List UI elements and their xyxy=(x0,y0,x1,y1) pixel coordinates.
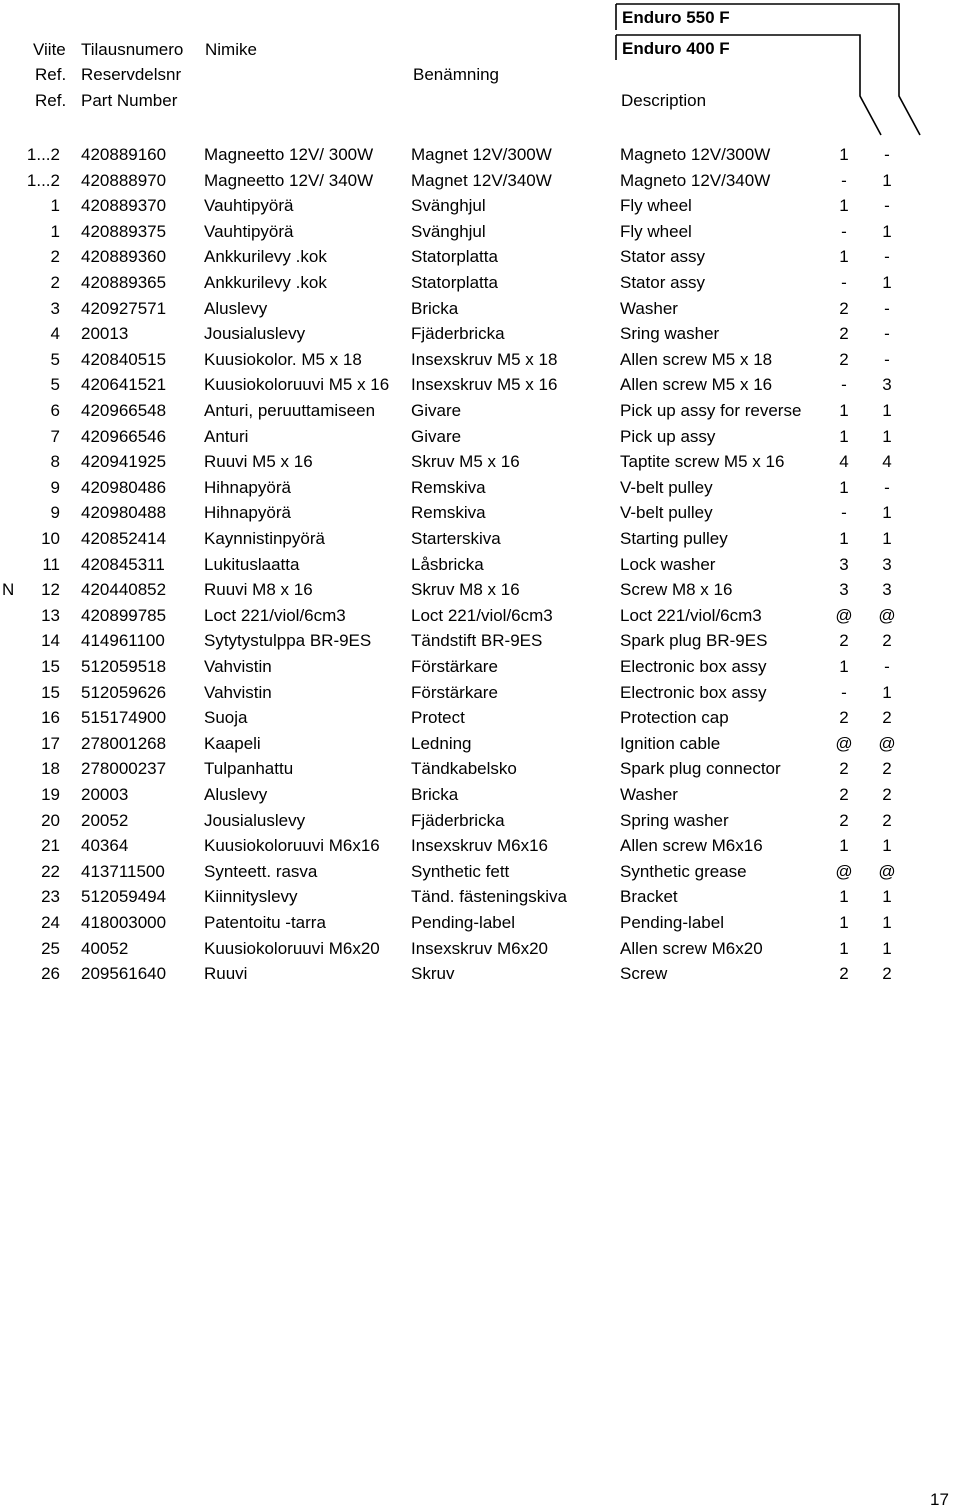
ref-number: 19 xyxy=(41,785,60,804)
qty-model-2: 1 xyxy=(882,426,892,446)
name-swedish: Skruv xyxy=(411,964,455,984)
header-ref-sv: Ref. xyxy=(35,65,67,84)
ref-number: 10 xyxy=(41,529,60,548)
part-number: 20052 xyxy=(81,810,129,830)
table-row xyxy=(0,939,960,965)
description-english: Magneto 12V/300W xyxy=(620,145,771,164)
description-english: Washer xyxy=(620,298,678,318)
qty-model-1: 1 xyxy=(839,196,849,216)
name-swedish: Synthetic fett xyxy=(411,861,510,881)
table-row xyxy=(0,478,960,504)
description-english: V-belt pulley xyxy=(620,477,713,497)
description-english: Screw M8 x 16 xyxy=(620,580,733,600)
table-row xyxy=(0,247,960,273)
part-number: 420927571 xyxy=(81,298,167,318)
name-finnish: Aluslevy xyxy=(204,298,268,318)
table-row xyxy=(0,427,960,453)
qty-model-1: 1 xyxy=(839,913,849,932)
ref-number: 5 xyxy=(50,375,60,395)
part-number: 420889360 xyxy=(81,247,167,267)
name-swedish: Tändstift BR-9ES xyxy=(411,631,543,651)
description-english: Stator assy xyxy=(620,273,706,292)
ref-number: 8 xyxy=(50,452,60,472)
description-english: Spark plug connector xyxy=(620,759,781,779)
header-ref-fi: Viite xyxy=(33,40,66,59)
ref-number: 9 xyxy=(50,477,60,497)
name-finnish: Vauhtipyörä xyxy=(204,221,294,241)
part-number: 420852414 xyxy=(81,529,167,548)
part-number: 20013 xyxy=(81,324,129,344)
model-1-label: Enduro 550 F xyxy=(622,8,730,27)
table-row xyxy=(0,862,960,888)
name-finnish: Jousialuslevy xyxy=(204,810,306,830)
description-english: Pick up assy xyxy=(620,426,716,446)
header-part-sv: Reservdelsnr xyxy=(81,65,182,84)
qty-model-2: 1 xyxy=(882,170,892,190)
ref-number: 15 xyxy=(41,682,60,702)
qty-model-2: - xyxy=(884,349,890,369)
part-number: 414961100 xyxy=(81,631,165,651)
part-number: 20003 xyxy=(81,785,129,804)
name-finnish: Anturi xyxy=(204,426,249,446)
header-name-sv: Benämning xyxy=(413,65,500,84)
qty-model-1: 1 xyxy=(839,477,849,497)
name-finnish: Hihnapyörä xyxy=(204,503,291,523)
qty-model-2: 1 xyxy=(882,221,892,241)
description-english: Fly wheel xyxy=(620,221,692,241)
name-finnish: Kuusiokolor. M5 x 18 xyxy=(204,349,362,369)
part-number: 418003000 xyxy=(81,913,167,932)
qty-model-1: - xyxy=(841,375,847,395)
ref-number: 26 xyxy=(41,964,60,984)
table-row xyxy=(0,503,960,529)
part-number: 420889375 xyxy=(81,221,167,241)
qty-model-1: 2 xyxy=(839,324,849,344)
description-english: Sring washer xyxy=(620,324,720,344)
qty-model-2: 3 xyxy=(882,554,892,574)
name-swedish: Givare xyxy=(411,401,462,420)
name-swedish: Ledning xyxy=(411,733,472,753)
description-english: Loct 221/viol/6cm3 xyxy=(620,605,762,625)
description-english: Pending-label xyxy=(620,913,724,932)
table-row xyxy=(0,734,960,760)
table-row xyxy=(0,324,960,350)
qty-model-1: 2 xyxy=(839,631,849,651)
qty-model-2: - xyxy=(884,324,890,344)
name-finnish: Kuusiokoloruuvi M5 x 16 xyxy=(204,375,390,395)
part-number: 278001268 xyxy=(81,733,167,753)
part-number: 420889160 xyxy=(81,145,167,164)
qty-model-2: 2 xyxy=(882,810,892,830)
name-finnish: Kaynnistinpyörä xyxy=(204,529,325,548)
qty-model-2: 1 xyxy=(882,913,892,932)
qty-model-2: - xyxy=(884,247,890,267)
description-english: Bracket xyxy=(620,887,678,907)
description-english: Synthetic grease xyxy=(620,861,747,881)
ref-number: 5 xyxy=(50,349,60,369)
ref-number: 3 xyxy=(50,298,60,318)
model-2-label: Enduro 400 F xyxy=(622,39,730,58)
ref-number: 12 xyxy=(41,580,60,600)
qty-model-1: - xyxy=(841,503,847,523)
part-number: 420641521 xyxy=(81,375,167,395)
name-swedish: Protect xyxy=(411,708,465,728)
part-number: 420440852 xyxy=(81,580,167,600)
qty-model-2: - xyxy=(884,196,890,216)
description-english: Electronic box assy xyxy=(620,657,767,676)
part-number: 420888970 xyxy=(81,170,167,190)
ref-number: 16 xyxy=(41,708,60,728)
part-number: 420889365 xyxy=(81,273,167,292)
header-name-en: Description xyxy=(621,91,707,110)
ref-number: 15 xyxy=(41,657,60,676)
table-row xyxy=(0,606,960,632)
ref-number: 22 xyxy=(41,861,60,881)
qty-model-2: 3 xyxy=(882,580,892,600)
qty-model-1: 1 xyxy=(839,657,849,676)
name-finnish: Kaapeli xyxy=(204,733,261,753)
ref-number: 2 xyxy=(50,247,60,267)
name-finnish: Hihnapyörä xyxy=(204,477,291,497)
name-swedish: Magnet 12V/340W xyxy=(411,170,552,190)
qty-model-2: 1 xyxy=(882,836,892,856)
new-part-mark: N xyxy=(2,580,15,600)
description-english: Allen screw M5 x 16 xyxy=(620,375,773,395)
ref-number: 1 xyxy=(50,221,60,241)
table-row xyxy=(0,811,960,837)
qty-model-1: 1 xyxy=(839,247,849,267)
part-number: 209561640 xyxy=(81,964,167,984)
name-finnish: Ankkurilevy .kok xyxy=(204,247,327,267)
description-english: Pick up assy for reverse xyxy=(620,401,802,420)
name-finnish: Ankkurilevy .kok xyxy=(204,273,327,292)
qty-model-1: 4 xyxy=(839,452,849,472)
header-part-en: Part Number xyxy=(81,91,178,110)
part-number: 420966546 xyxy=(81,426,167,446)
ref-number: 2 xyxy=(50,273,60,292)
name-finnish: Vauhtipyörä xyxy=(204,196,294,216)
name-swedish: Statorplatta xyxy=(411,247,498,267)
name-finnish: Vahvistin xyxy=(204,682,272,702)
ref-number: 23 xyxy=(41,887,60,907)
part-number: 420845311 xyxy=(81,554,165,574)
header-ref-en: Ref. xyxy=(35,91,67,110)
name-finnish: Ruuvi M5 x 16 xyxy=(204,452,313,472)
name-swedish: Bricka xyxy=(411,298,459,318)
table-row xyxy=(0,708,960,734)
qty-model-1: 3 xyxy=(839,554,849,574)
name-swedish: Skruv M5 x 16 xyxy=(411,452,520,472)
description-english: Screw xyxy=(620,964,668,984)
ref-number: 4 xyxy=(50,324,60,344)
qty-model-2: 2 xyxy=(882,785,892,804)
description-english: Spark plug BR-9ES xyxy=(620,631,768,651)
qty-model-1: 1 xyxy=(839,938,849,958)
qty-model-2: 1 xyxy=(882,401,892,420)
qty-model-1: @ xyxy=(835,733,853,753)
part-number: 512059494 xyxy=(81,887,167,907)
qty-model-2: - xyxy=(884,298,890,318)
qty-model-1: - xyxy=(841,170,847,190)
qty-model-1: - xyxy=(841,221,847,241)
ref-number: 13 xyxy=(41,605,60,625)
table-row xyxy=(0,759,960,785)
qty-model-1: 2 xyxy=(839,349,849,369)
description-english: Allen screw M5 x 18 xyxy=(620,349,773,369)
description-english: Washer xyxy=(620,785,678,804)
qty-model-2: 1 xyxy=(882,273,892,292)
table-row xyxy=(0,196,960,222)
table-row xyxy=(0,580,960,606)
table-row xyxy=(0,350,960,376)
name-swedish: Insexskruv M6x16 xyxy=(411,836,548,856)
name-swedish: Remskiva xyxy=(411,503,486,523)
qty-model-2: 2 xyxy=(882,708,892,728)
part-number: 40364 xyxy=(81,836,129,856)
name-swedish: Svänghjul xyxy=(411,196,486,216)
ref-number: 1 xyxy=(50,196,60,216)
name-finnish: Kuusiokoloruuvi M6x16 xyxy=(204,836,380,856)
description-english: Electronic box assy xyxy=(620,682,767,702)
ref-number: 25 xyxy=(41,938,60,958)
qty-model-2: 1 xyxy=(882,529,892,548)
table-row xyxy=(0,145,960,171)
ref-number: 20 xyxy=(41,810,60,830)
table-row xyxy=(0,273,960,299)
qty-model-1: 2 xyxy=(839,708,849,728)
description-english: Lock washer xyxy=(620,554,716,574)
name-finnish: Kuusiokoloruuvi M6x20 xyxy=(204,938,380,958)
table-row xyxy=(0,657,960,683)
part-number: 420966548 xyxy=(81,401,167,420)
qty-model-1: 1 xyxy=(839,529,849,548)
qty-model-1: 1 xyxy=(839,836,849,856)
name-swedish: Förstärkare xyxy=(411,657,498,676)
description-english: Protection cap xyxy=(620,708,729,728)
qty-model-1: 3 xyxy=(839,580,849,600)
qty-model-2: 1 xyxy=(882,682,892,702)
ref-number: 1...2 xyxy=(26,145,60,164)
ref-number: 21 xyxy=(41,836,60,856)
name-finnish: Ruuvi xyxy=(204,964,248,984)
ref-number: 9 xyxy=(50,503,60,523)
name-swedish: Statorplatta xyxy=(411,273,498,292)
description-english: Taptite screw M5 x 16 xyxy=(620,452,785,472)
description-english: Ignition cable xyxy=(620,733,721,753)
name-swedish: Remskiva xyxy=(411,477,486,497)
name-swedish: Svänghjul xyxy=(411,221,486,241)
name-finnish: Loct 221/viol/6cm3 xyxy=(204,605,346,625)
qty-model-1: 1 xyxy=(839,401,849,420)
name-swedish: Insexskruv M5 x 16 xyxy=(411,375,558,395)
qty-model-2: @ xyxy=(878,733,896,753)
description-english: Stator assy xyxy=(620,247,706,267)
qty-model-1: 2 xyxy=(839,298,849,318)
qty-model-1: 2 xyxy=(839,810,849,830)
part-number: 278000237 xyxy=(81,759,167,779)
ref-number: 24 xyxy=(41,913,60,932)
qty-model-1: 2 xyxy=(839,785,849,804)
description-english: Starting pulley xyxy=(620,529,728,548)
description-english: Spring washer xyxy=(620,810,729,830)
name-finnish: Lukituslaatta xyxy=(204,554,300,574)
name-swedish: Fjäderbricka xyxy=(411,324,505,344)
name-swedish: Pending-label xyxy=(411,913,515,932)
name-swedish: Givare xyxy=(411,426,462,446)
qty-model-2: - xyxy=(884,145,890,164)
table-row xyxy=(0,401,960,427)
qty-model-2: 1 xyxy=(882,503,892,523)
qty-model-2: 1 xyxy=(882,887,892,907)
table-row xyxy=(0,631,960,657)
qty-model-1: 1 xyxy=(839,426,849,446)
name-finnish: Sytytystulppa BR-9ES xyxy=(204,631,372,651)
table-row xyxy=(0,913,960,939)
qty-model-2: 4 xyxy=(882,452,892,472)
ref-number: 18 xyxy=(41,759,60,779)
part-number: 40052 xyxy=(81,938,129,958)
ref-number: 17 xyxy=(41,733,60,753)
part-number: 515174900 xyxy=(81,708,167,728)
part-number: 420980488 xyxy=(81,503,167,523)
qty-model-1: 2 xyxy=(839,964,849,984)
name-swedish: Insexskruv M6x20 xyxy=(411,938,548,958)
table-row xyxy=(0,529,960,555)
name-finnish: Kiinnityslevy xyxy=(204,887,298,907)
name-swedish: Tänd. fästeningskiva xyxy=(411,887,567,907)
name-swedish: Låsbricka xyxy=(411,554,484,574)
ref-number: 6 xyxy=(50,401,60,420)
table-row xyxy=(0,887,960,913)
table-row xyxy=(0,964,960,990)
qty-model-2: - xyxy=(884,477,890,497)
table-row xyxy=(0,683,960,709)
qty-model-2: 2 xyxy=(882,631,892,651)
name-finnish: Aluslevy xyxy=(204,785,268,804)
name-swedish: Tändkabelsko xyxy=(411,759,517,779)
qty-model-1: 1 xyxy=(839,887,849,907)
qty-model-2: 3 xyxy=(882,375,892,395)
qty-model-1: 2 xyxy=(839,759,849,779)
ref-number: 11 xyxy=(42,554,60,574)
name-finnish: Tulpanhattu xyxy=(204,759,294,779)
name-finnish: Anturi, peruuttamiseen xyxy=(204,401,376,420)
name-swedish: Starterskiva xyxy=(411,529,501,548)
ref-number: 1...2 xyxy=(26,170,60,190)
table-row xyxy=(0,375,960,401)
part-number: 512059626 xyxy=(81,682,167,702)
name-finnish: Vahvistin xyxy=(204,657,272,676)
description-english: Magneto 12V/340W xyxy=(620,170,771,190)
qty-model-2: @ xyxy=(878,605,896,625)
table-row xyxy=(0,785,960,811)
part-number: 420889370 xyxy=(81,196,167,216)
qty-model-1: - xyxy=(841,273,847,292)
name-swedish: Förstärkare xyxy=(411,682,498,702)
qty-model-1: 1 xyxy=(839,145,849,164)
table-row xyxy=(0,222,960,248)
name-finnish: Patentoitu -tarra xyxy=(204,913,326,932)
name-finnish: Suoja xyxy=(204,708,248,728)
name-finnish: Jousialuslevy xyxy=(204,324,306,344)
name-swedish: Insexskruv M5 x 18 xyxy=(411,349,558,369)
name-swedish: Fjäderbricka xyxy=(411,810,505,830)
qty-model-1: @ xyxy=(835,605,853,625)
name-finnish: Ruuvi M8 x 16 xyxy=(204,580,313,600)
part-number: 512059518 xyxy=(81,657,167,676)
qty-model-2: 2 xyxy=(882,964,892,984)
qty-model-2: 2 xyxy=(882,759,892,779)
qty-model-1: @ xyxy=(835,861,853,881)
name-finnish: Magneetto 12V/ 300W xyxy=(204,145,374,164)
part-number: 420941925 xyxy=(81,452,167,472)
qty-model-1: - xyxy=(841,682,847,702)
table-row xyxy=(0,452,960,478)
description-english: Allen screw M6x20 xyxy=(620,938,763,958)
page-number: 17 xyxy=(930,1490,949,1509)
part-number: 420899785 xyxy=(81,605,167,625)
name-swedish: Bricka xyxy=(411,785,459,804)
table-row xyxy=(0,836,960,862)
qty-model-2: @ xyxy=(878,861,896,881)
name-finnish: Synteett. rasva xyxy=(204,861,318,881)
header-part-fi: Tilausnumero xyxy=(81,40,184,59)
description-english: Fly wheel xyxy=(620,196,692,216)
ref-number: 7 xyxy=(50,426,60,446)
table-row xyxy=(0,299,960,325)
name-finnish: Magneetto 12V/ 340W xyxy=(204,170,374,190)
table-row xyxy=(0,171,960,197)
part-number: 420840515 xyxy=(81,349,167,369)
part-number: 420980486 xyxy=(81,477,167,497)
name-swedish: Loct 221/viol/6cm3 xyxy=(411,605,553,625)
ref-number: 14 xyxy=(41,631,60,651)
part-number: 413711500 xyxy=(81,861,165,881)
name-swedish: Magnet 12V/300W xyxy=(411,145,552,164)
qty-model-2: - xyxy=(884,657,890,676)
qty-model-2: 1 xyxy=(882,938,892,958)
table-row xyxy=(0,555,960,581)
description-english: Allen screw M6x16 xyxy=(620,836,763,856)
header-name-fi: Nimike xyxy=(205,40,257,59)
name-swedish: Skruv M8 x 16 xyxy=(411,580,520,600)
description-english: V-belt pulley xyxy=(620,503,713,523)
